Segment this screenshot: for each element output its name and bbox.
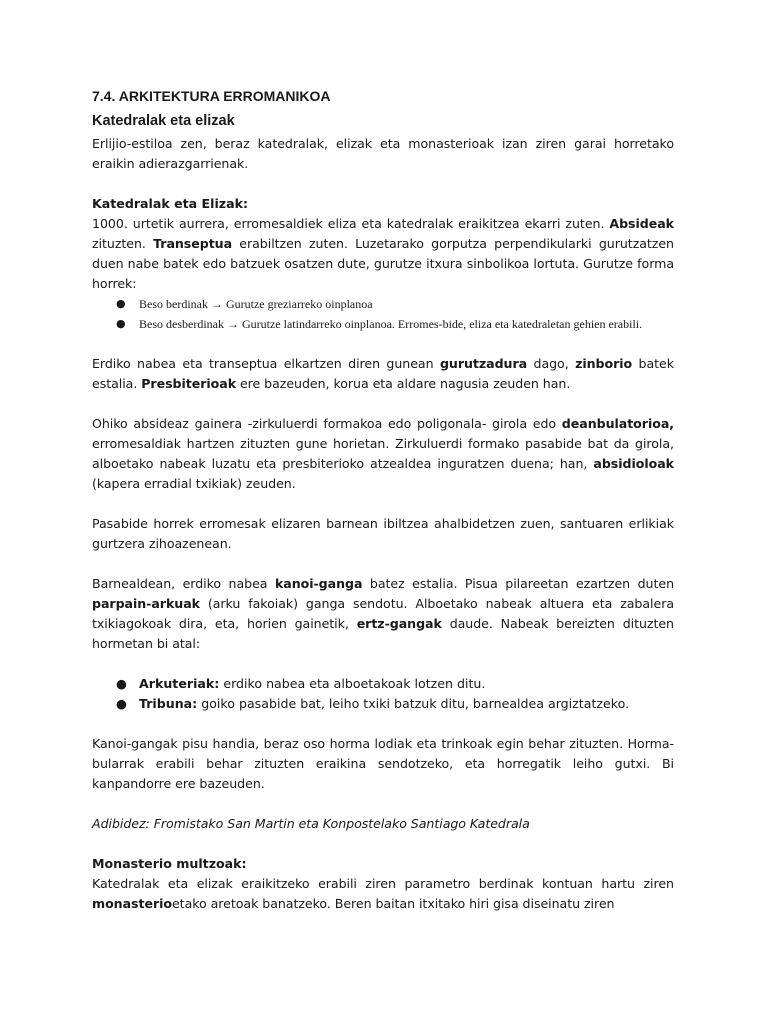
section-title-monasteries: Monasterio multzoak: (92, 856, 247, 871)
spacer (92, 794, 674, 814)
spacer (92, 654, 674, 674)
paragraph-crossing: Erdiko nabea eta transeptua elkartzen diren gunean gurutzadura dago, zinborio batek estalia. Presbiterioak ere bazeuden, korua eta aldare nagusia zeuden han. (92, 356, 674, 391)
paragraph-walls: Kanoi-gangak pisu handia, beraz oso horma lodiak eta trinkoak egin behar zituzten. Horma-bularrak erabili behar zituzten eraikina sendotzeko, eta horregatik leiho gutxi. Bi kanpandorre ere bazeuden. (92, 736, 674, 791)
paragraph-pilgrims: Pasabide horrek erromesak elizaren barnean ibiltzea ahalbidetzen zuen, santuaren erlikiak gurtzera zihoazenean. (92, 516, 674, 551)
intro-paragraph: Erlijio-estiloa zen, beraz katedralak, elizak eta monasterioak izan ziren garai horretako eraikin adierazgarrienak. (92, 136, 674, 171)
section-heading: 7.4. ARKITEKTURA ERROMANIKOA (92, 88, 331, 104)
spacer (92, 494, 674, 514)
list-item: ● Beso desberdinak → Gurutze latindarreko oinplanoa. Erromes-bide, eliza eta katedraletan gehien erabili. (92, 314, 674, 334)
spacer (92, 554, 674, 574)
spacer (92, 334, 674, 354)
paragraph-apses: 1000. urtetik aurrera, erromesaldiek eliza eta katedralak eraikitzea ekarri zuten. Absideak zituzten. Transeptua erabiltzen zuten. Luzetarako gorputza perpendikularki gurutzatzen duen nabe batek edo batzuek osatzen dute, gurutze itxura sinbolikoa lortuta. Gurutze forma horrek: (92, 216, 674, 291)
section-title-churches: Katedralak eta Elizak: (92, 196, 249, 211)
bullet-icon: ● (116, 297, 126, 310)
spacer (92, 174, 674, 194)
wall-parts-list (92, 674, 674, 714)
paragraph-monasteries: Katedralak eta elizak eraikitzeko erabili ziren parametro berdinak kontuan hartu ziren monasterioetako aretoak banatzeko. Beren baitan itxitako hiri gisa diseinatu ziren (92, 876, 674, 911)
bullet-icon: ● (116, 317, 126, 330)
bullet-icon: ● (116, 676, 127, 691)
list-item: ● Beso berdinak → Gurutze greziarreko oinplanoa (92, 294, 674, 314)
spacer (92, 714, 674, 734)
bullet-icon: ● (116, 696, 127, 711)
list-item: ● Arkuteriak: erdiko nabea eta alboetakoak lotzen ditu. (92, 674, 674, 694)
subheading: Katedralak eta elizak (92, 113, 235, 129)
example-line: Adibidez: Fromistako San Martin eta Konpostelako Santiago Katedrala (92, 816, 530, 831)
document-content (92, 86, 674, 914)
spacer (92, 394, 674, 414)
paragraph-interior: Barnealdean, erdiko nabea kanoi-ganga batez estalia. Pisua pilareetan ezartzen duten parpain-arkuak (arku fakoiak) ganga sendotu. Alboetako nabeak altuera eta zabalera txikiagokoak dira, eta, horien gainetik, ertz-gangak daude. Nabeak bereizten dituzten hormetan bi atal: (92, 576, 674, 651)
cross-plan-list (92, 294, 674, 334)
paragraph-ambulatory: Ohiko absideaz gainera -zirkuluerdi formakoa edo poligonala- girola edo deanbulatorioa, erromesaldiak hartzen zituzten gune horietan. Zirkuluerdi formako pasabide bat da girola, alboetako nabeak luzatu eta presbiterioko atzealdea inguratzen duena; han, absidioloak (kapera erradial txikiak) zeuden. (92, 416, 674, 491)
list-item: ● Tribuna: goiko pasabide bat, leiho txiki batzuk ditu, barnealdea argiztatzeko. (92, 694, 674, 714)
spacer (92, 834, 674, 854)
